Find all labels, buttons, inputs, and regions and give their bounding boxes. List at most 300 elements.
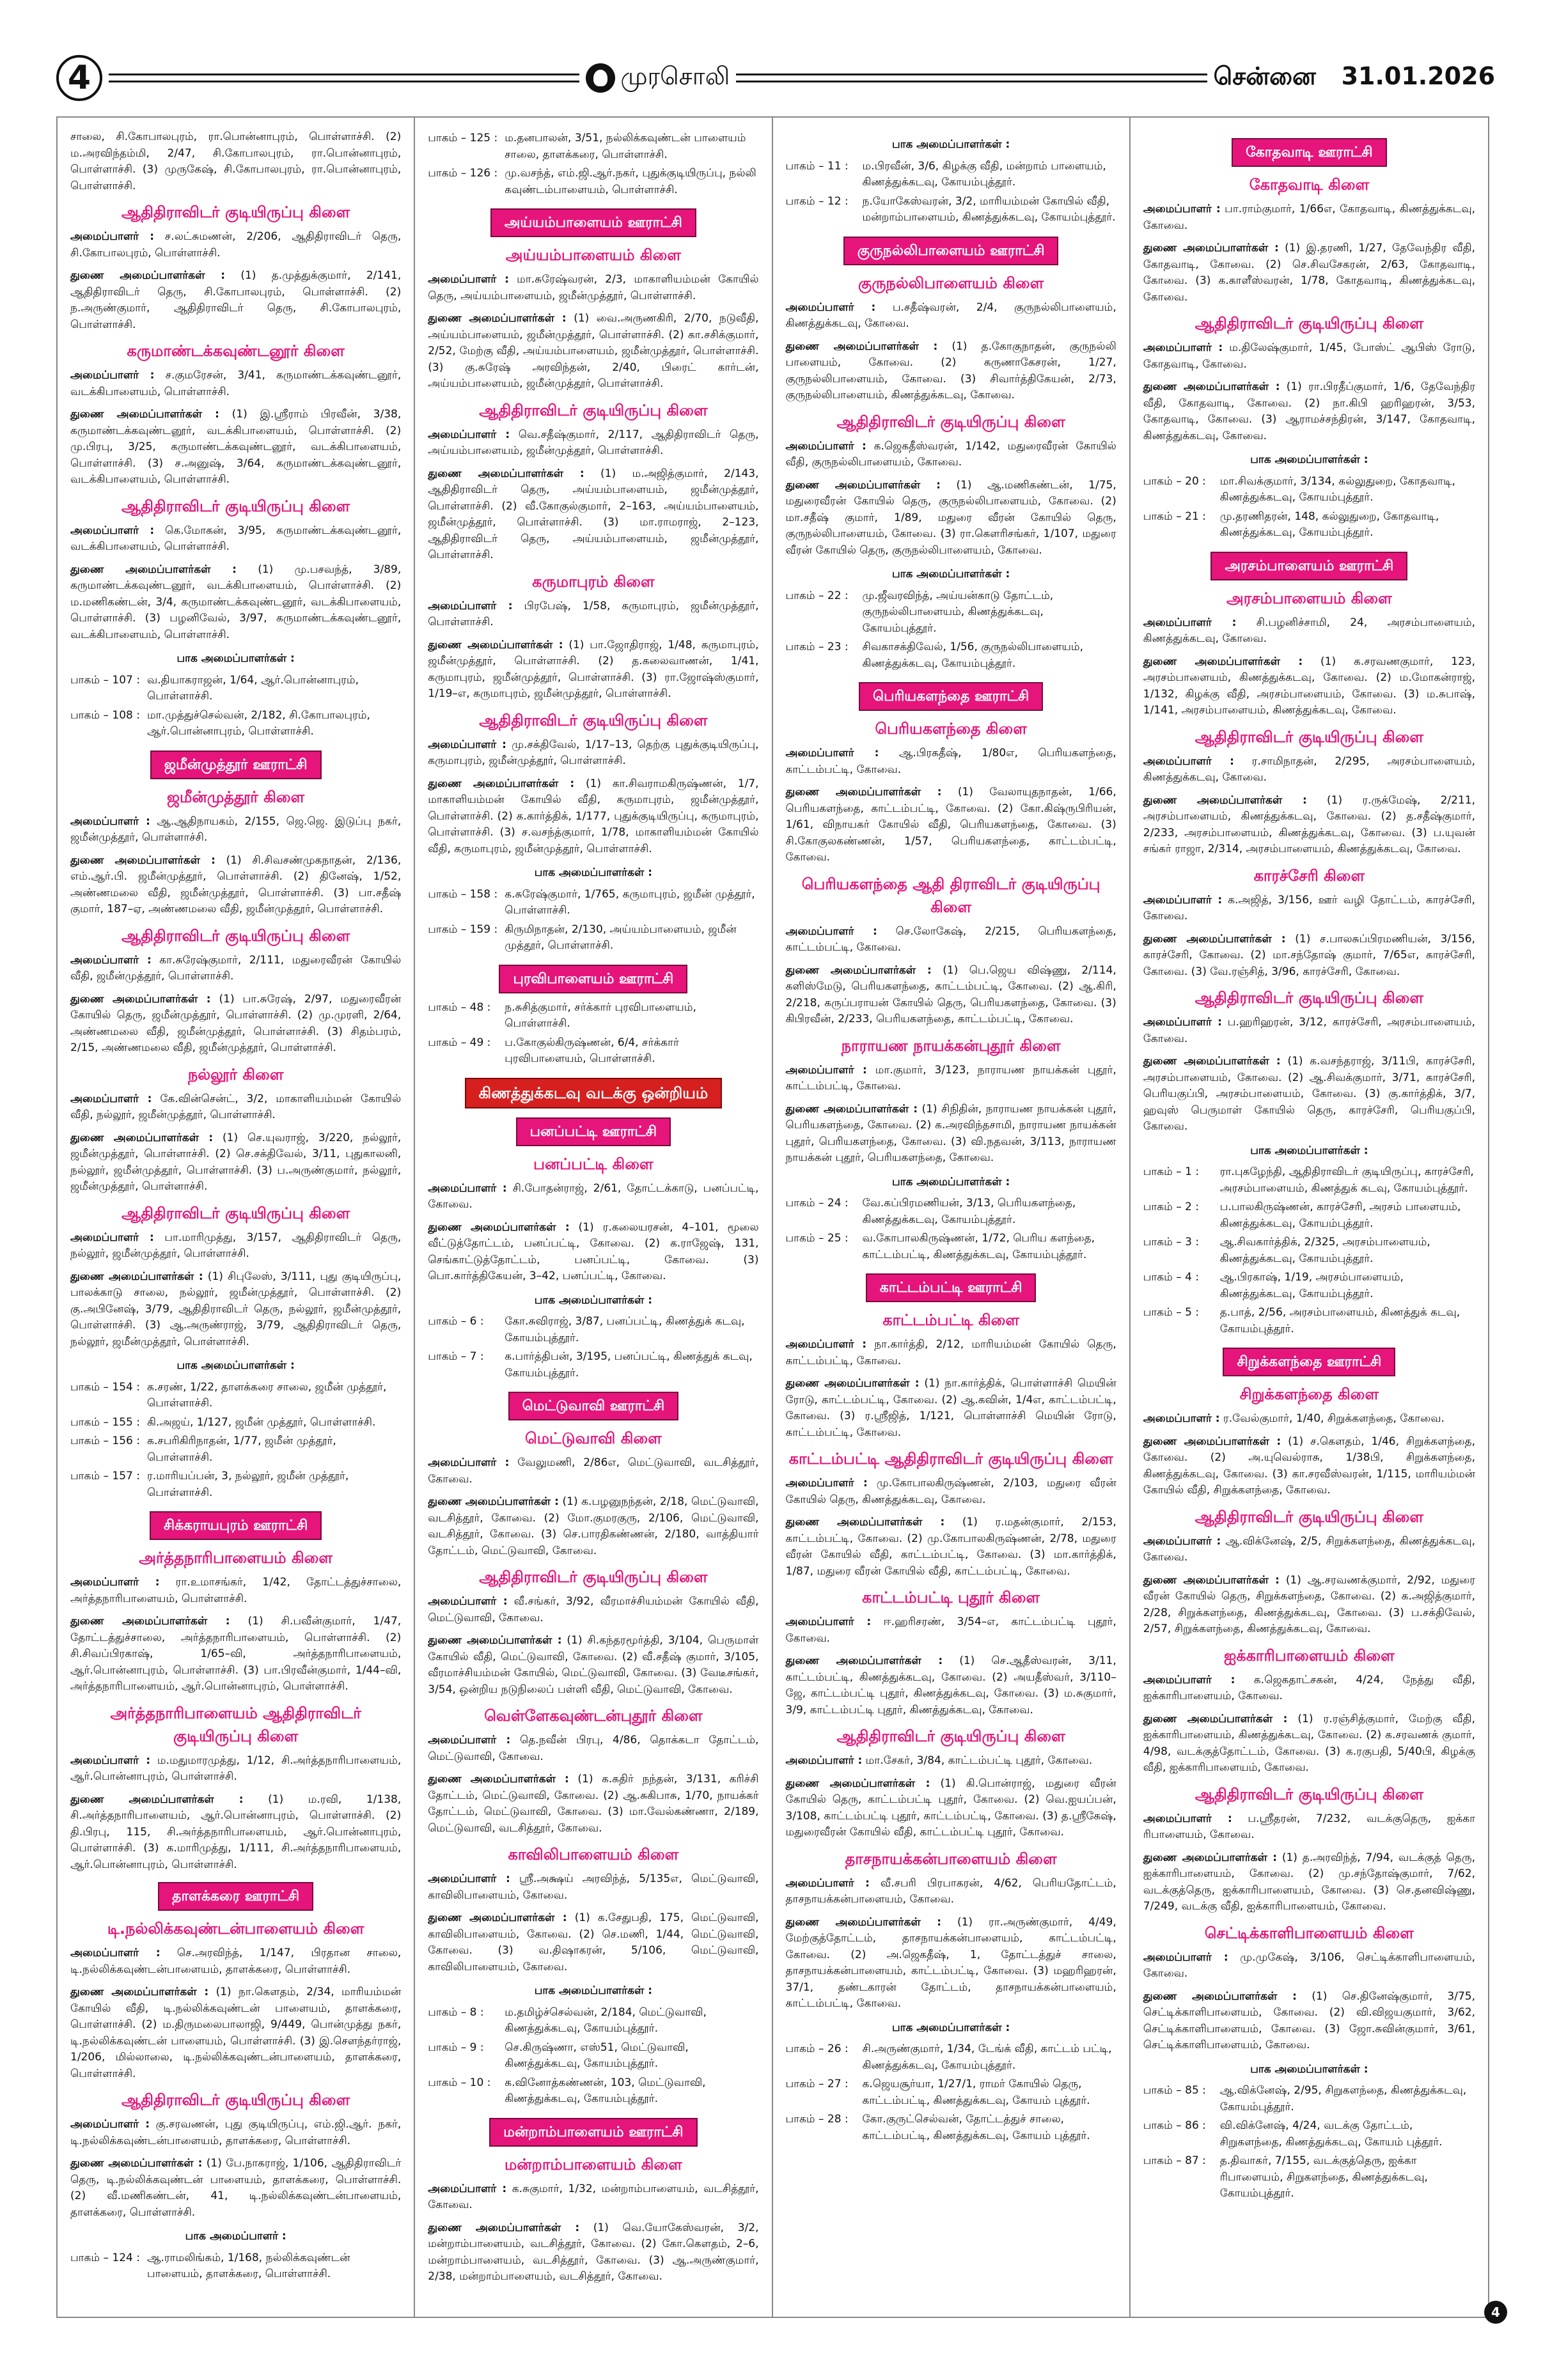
booth-table — [1143, 1163, 1475, 1339]
panchayat-banner: மெட்டுவாவி ஊராட்சி — [508, 1392, 679, 1420]
role-label: அமைப்பாளர் : — [428, 1456, 510, 1469]
booth-row — [70, 1413, 401, 1433]
branch-heading: ஆதிதிராவிடர் குடியிருப்பு கிளை — [121, 2091, 350, 2109]
member-details: ஆ.பிரகதீஷ், 1/80எ, பெரியகளந்தை, காட்டம்பட்டி, கோவை. — [785, 747, 1116, 776]
branch-heading: காட்டம்பட்டி ஆதிதிராவிடர் குடியிருப்பு கிளை — [788, 1450, 1113, 1468]
member-entry — [1143, 340, 1475, 373]
member-details: க.சுகுமார், 1/32, மன்றாம்பாளையம், வடசித்தூர், கோவை. — [428, 2182, 759, 2211]
booth-row — [1143, 1198, 1475, 1233]
role-label: அமைப்பாளர் : — [70, 1754, 151, 1767]
role-label: துணை அமைப்பாளர்கள் : — [428, 777, 575, 790]
booth-row — [1143, 1303, 1475, 1339]
member-details: ர.சாமிநாதன், 2/295, அரசம்பாளையம், கிணத்துக்கடவு, கோவை. — [1143, 754, 1475, 784]
role-label: துணை அமைப்பாளர்கள் : — [1143, 932, 1286, 945]
role-label: அமைப்பாளர் : — [1143, 1412, 1220, 1425]
booth-number: பாகம் – 155 : — [70, 1415, 140, 1429]
role-label: துணை அமைப்பாளர்கள் : — [428, 1911, 567, 1924]
role-label: துணை அமைப்பாளர்கள் : — [785, 786, 942, 798]
booth-agent: க.சரண், 1/22, தாளக்கரை சாலை, ஜமீன் முத்தூர், பொள்ளாச்சி. — [147, 1380, 387, 1410]
booth-agent: மா.சிவக்குமார், 3/134, கல்லுதுறை, கோதவாடி, கிணத்துக்கடவு, கோயம்புத்தூர். — [1219, 474, 1455, 504]
member-entry — [1143, 201, 1475, 234]
booth-row — [1143, 2152, 1475, 2204]
member-entry — [786, 745, 1116, 778]
booth-row — [428, 999, 758, 1034]
member-details: (1) சிநிதின், நாராயண நாயக்கன் புதூர், பெரியகளந்தை, கோவை. (2) க.அரவிந்தசாமி, நாராயண நாயக்கன் புதூர், பெரியகளந்தை, கோவை. (3) வி.நதவன், 3/113, நாராயண நாயக்கன் புதூர், பெரியகளந்தை, கோவை. — [785, 1102, 1116, 1164]
role-label: அமைப்பாளர் : — [70, 2118, 150, 2131]
booth-table — [70, 1378, 401, 1503]
role-label: துணை அமைப்பாளர்கள் : — [1143, 655, 1303, 668]
member-entry — [428, 1594, 758, 1626]
member-details: க.ஜெகதாட்சகன், 4/24, நேத்து வீதி, ஐக்காரிபாளையம், கோவை. — [1143, 1673, 1476, 1702]
booth-agent: மு.வசந்த், எம்.ஜி.ஆர்.நகர், புதுக்குடியிருப்பு, நல்லி கவுண்டம்பாளையம், பொள்ளாச்சி. — [505, 167, 756, 196]
role-label: துணை அமைப்பாளர்கள் : — [1143, 1712, 1288, 1725]
panchayat-banner: காட்டம்பட்டி ஊராட்சி — [866, 1273, 1037, 1302]
booth-number: பாகம் – 86 : — [1143, 2119, 1206, 2132]
member-entry — [428, 637, 758, 703]
branch-heading: ஆதிதிராவிடர் குடியிருப்பு கிளை — [479, 1568, 708, 1586]
member-entry — [1143, 1434, 1475, 1499]
booth-agent: ம.தனபாலன், 3/51, நல்லிக்கவுண்டன் பாளையம் சாலை, தாளக்கரை, பொள்ளாச்சி. — [505, 132, 746, 161]
booth-agent: க.ஜெயசூர்யா, 1/27/1, ராமர் கோயில் தெரு, காட்டம்பட்டி, கிணத்துக்கடவு, கோயம் புத்தூர். — [862, 2078, 1090, 2107]
footer-page-number: 4 — [1484, 2301, 1507, 2324]
member-entry — [70, 1091, 401, 1124]
booth-row — [786, 192, 1116, 228]
branch-heading: ஜமீன்முத்தூர் கிளை — [167, 788, 305, 806]
role-label: அமைப்பாளர் : — [785, 747, 879, 759]
booth-table — [428, 2003, 758, 2109]
branch-heading: அரசம்பாளையம் கிளை — [1226, 589, 1392, 607]
booth-row — [428, 2039, 758, 2074]
member-details: (1) மு.பசவந்த், 3/89, கருமாண்டக்கவுண்டனூர், வடக்கிபாளையம், பொள்ளாச்சி. (2) ம.மணிகண்டன், 3/4, கருமாண்டக்கவுண்டனூர், வடக்கிபாளையம், பொள்ளாச்சி. (3) பழனிவேல், 3/97, கருமாண்டக்கவுண்டனூர், வடக்கிபாளையம், பொள்ளாச்சி. — [70, 563, 402, 641]
member-details: தெ.நவீன் பிரபு, 4/86, தொக்கடா தோட்டம், மெட்டுவாவி, கோவை. — [428, 1734, 759, 1763]
member-entry — [786, 1915, 1116, 2012]
role-label: துணை அமைப்பாளர்கள் : — [1143, 1989, 1297, 2003]
role-label: துணை அமைப்பாளர்கள் : — [785, 1516, 945, 1528]
member-details: (1) வேலாயுதநாதன், 1/66, பெரியகளந்தை, காட்டம்பட்டி, கோவை. (2) கோ.கிஷ்ருபிரியன், 1/61, விநாயகர் கோயில் வீதி, பெரியகளந்தை, கோவை. (3) சி.கோகுலகண்ணன், 1/57, பெரியகளந்தை, காட்டம்பட்டி, கோவை. — [785, 786, 1116, 864]
role-label: துணை அமைப்பாளர்கள் : — [1143, 1573, 1280, 1587]
member-details: மா.குமார், 3/123, நாராயண நாயக்கன் புதூர், காட்டம்பட்டி, கோவை. — [785, 1063, 1116, 1093]
booth-row — [1143, 2117, 1475, 2152]
member-details: கெ.மோகன், 3/95, கருமாண்டக்கவுண்டனூர், வடக்கிபாளையம், பொள்ளாச்சி. — [70, 524, 402, 553]
role-label: துணை அமைப்பாளர்கள் : — [70, 1270, 203, 1283]
booth-agent: வ.கோபாலகிருஷ்ணன், 1/72, பெரிய களந்தை, காட்டம்பட்டி, கிணத்துக்கடவு, கோயம்புத்தூர். — [862, 1232, 1095, 1261]
member-entry — [1143, 1850, 1475, 1915]
branch-heading: தாசநாயக்கன்பாளையம் கிளை — [845, 1849, 1057, 1868]
role-label: அமைப்பாளர் : — [1143, 1673, 1235, 1686]
member-entry — [70, 992, 401, 1057]
member-entry — [70, 1575, 401, 1607]
booth-number: பாகம் – 1 : — [1143, 1165, 1200, 1178]
member-entry — [786, 1614, 1116, 1647]
member-entry — [428, 466, 758, 564]
booth-row — [786, 1229, 1116, 1264]
booth-row — [1143, 508, 1475, 543]
member-details: நா.கார்த்தி, 2/12, மாரியம்மன் கோயில் தெரு, காட்டம்பட்டி, கோவை. — [785, 1338, 1116, 1367]
member-details: ப.ஸ்ரீதரன், 7/232, வடக்குதெரு, ஐக்கா ரிபாளையம், கோவை. — [1143, 1812, 1476, 1841]
role-label: துணை அமைப்பாளர்கள் : — [1143, 1435, 1281, 1448]
member-entry — [786, 1376, 1116, 1441]
member-details: (1) பா.ஜோதிராஜ், 1/48, கருமாபுரம், ஜமீன்முத்தூர், பொள்ளாச்சி. (2) த.கலைவாணன், 1/41, கருமாபுரம், ஜமீன்முத்தூர், பொள்ளாச்சி. (3) ரா.ஜோஷ்ஸ்குமார், 1/19–எ, கருமாபுரம், ஜமீன்முத்தூர், பொள்ளாச்சி. — [428, 638, 759, 700]
booth-agent: கோ.சுவிராஜ், 3/87, பனப்பட்டி, கிணத்துக் கடவு, கோயம்புத்தூர். — [505, 1315, 745, 1344]
booth-table — [1143, 2081, 1475, 2204]
booth-number: பாகம் – 108 : — [70, 708, 140, 722]
section-subheading: பாக அமைப்பாளர்கள் : — [891, 1175, 1010, 1188]
branch-heading: ஆதிதிராவிடர் குடியிருப்பு கிளை — [836, 1727, 1065, 1745]
booth-number: பாகம் – 157 : — [70, 1470, 140, 1482]
branch-heading: நாராயண நாயக்கன்புதூர் கிளை — [841, 1036, 1061, 1055]
section-subheading: பாக அமைப்பாளர்கள் : — [1250, 2062, 1368, 2076]
booth-row — [428, 1034, 758, 1069]
role-label: துணை அமைப்பாளர்கள் : — [428, 1773, 569, 1785]
booth-table — [786, 587, 1116, 674]
member-entry — [428, 598, 758, 631]
role-label: துணை அமைப்பாளர்கள் : — [1143, 793, 1307, 807]
booth-row — [70, 706, 401, 742]
branch-heading: பனப்பட்டி கிளை — [533, 1155, 654, 1173]
booth-number: பாகம் – 49 : — [428, 1036, 491, 1049]
role-label: அமைப்பாளர் : — [785, 1338, 867, 1351]
member-details: வெ.சதீஷ்குமார், 2/117, ஆதிதிராவிடர் தெரு, அய்யம்பாளையம், ஜமீன்முத்தூர், பொள்ளாச்சி. — [428, 428, 759, 457]
masthead — [56, 56, 1495, 100]
member-entry — [428, 2220, 758, 2285]
booth-agent: கி.அஜய், 1/127, ஜமீன் முத்தூர், பொள்ளாச்சி. — [147, 1415, 376, 1429]
branch-heading: ஆதிதிராவிடர் குடியிருப்பு கிளை — [479, 711, 708, 729]
booth-agent: மா.முத்துச்செல்வன், 2/182, சி.கோபாலபுரம், ஆர்.பொன்னாபுரம், பொள்ளாச்சி. — [147, 708, 370, 738]
booth-number: பாகம் – 11 : — [785, 159, 849, 173]
branch-heading: ஆதிதிராவிடர் குடியிருப்பு கிளை — [1194, 1507, 1423, 1526]
branch-heading: ஆதிதிராவிடர் குடியிருப்பு கிளை — [121, 203, 350, 221]
member-details: (1) த.முத்துக்குமார், 2/141, ஆதிதிராவிடர் தெரு, சி.கோபாலபுரம், பொள்ளாச்சி. (2) ந.அருண்குமார், ஆதிதிராவிடர் தெரு, சி.கோபாலபுரம், பொள்ளாச்சி. — [70, 269, 402, 331]
member-entry — [1143, 1411, 1475, 1427]
member-details: சாலை, சி.கோபாலபுரம், ரா.பொன்னாபுரம், பொள்ளாச்சி. (2) ம.அரவிந்தம்மி, 2/47, சி.கோபாலபுரம், ரா.பொன்னாபுரம், பொள்ளாச்சி. (3) முருகேஷ், சி.கோபாலபுரம், ரா.பொன்னாபுரம், பொள்ளாச்சி. — [70, 130, 402, 192]
member-entry — [786, 963, 1116, 1028]
member-details: (1) சி.கந்தரமூர்த்தி, 3/104, பெருமாள் கோயில் வீதி, மெட்டுவாவி, கோவை. (2) வீ.சதீஷ் குமார், 3/105, வீரமாச்சியம்மன் கோயில், மெட்டுவாவி, கோவை. (3) வேடீசங்கர், 3/54, ஒன்றிய நடுநிலைப் பள்ளி வீதி, மெட்டுவாவி, கோவை. — [428, 1634, 759, 1696]
member-entry — [70, 368, 401, 400]
member-details: (1) க.சேதுபதி, 175, மெட்டுவாவி, காவிலிபாளையம், கோவை. (2) செ.மணி, 1/44, மெட்டுவாவி, கோவை. (3) வ.திஷாகரன், 5/106, மெட்டுவாவி, காவிலிபாளையம், கோவை. — [428, 1911, 759, 1973]
member-details: (1) செ.ஆதீஸ்வரன், 3/11, காட்டம்பட்டி, கிணத்துக்கடவு, கோவை. (2) அயதீஸ்வர், 3/110–ஜே, காட்டம்பட்டி புதூர், கிணத்துக்கடவு, கோவை. (3) ம.சுகுமார், 3/9, காட்டம்பட்டி புதூர், கிணத்துக்கடவு, கோவை. — [785, 1654, 1116, 1716]
member-entry — [70, 229, 401, 261]
member-entry — [70, 2117, 401, 2149]
booth-row — [786, 2110, 1116, 2145]
member-details: ஆ.விக்னேஷ், 2/5, சிறுக்களந்தை, கிணத்துக்கடவு, கோவை. — [1143, 1534, 1475, 1564]
role-label: துணை அமைப்பாளர்கள் : — [70, 269, 226, 282]
member-details: ச.லட்சுமணன், 2/206, ஆதிதிராவிடர் தெரு, சி.கோபாலபுரம், பொள்ளாச்சி. — [70, 230, 402, 260]
member-details: சி.பழனிச்சாமி, 24, அரசம்பாளையம், கிணத்துக்கடவு, கோவை. — [1143, 616, 1475, 645]
member-entry — [70, 562, 401, 644]
booth-number: பாகம் – 8 : — [428, 2005, 484, 2019]
booth-agent: க.சபரிகிரிநாதன், 1/77, ஜமீன் முத்தூர், பொள்ளாச்சி. — [147, 1435, 336, 1464]
booth-number: பாகம் – 85 : — [1143, 2084, 1206, 2097]
booth-number: பாகம் – 154 : — [70, 1380, 140, 1394]
role-label: அமைப்பாளர் : — [70, 814, 150, 828]
member-entry — [1143, 754, 1475, 786]
booth-agent: த.பாத், 2/56, அரசம்பாளையம், கிணத்துக் கடவு, கோயம்புத்தூர். — [1219, 1306, 1461, 1335]
booth-agent: ம.பிரவீன், 3/6, கிழக்கு வீதி, மன்றாம் பாளையம், கிணத்துக்கடவு, கோயம்புத்தூர். — [862, 159, 1106, 189]
member-details: வேலுமணி, 2/86எ, மெட்டுவாவி, வடசித்தூர், கோவை. — [428, 1456, 759, 1486]
role-label: துணை அமைப்பாளர்கள் : — [428, 1634, 562, 1647]
member-details: ச.குமரேசன், 3/41, கருமாண்டக்கவுண்டனூர், வடக்கிபாளையம், பொள்ளாச்சி. — [70, 369, 402, 398]
member-details: சி.போதன்ராஜ், 2/61, தோட்டக்காடு, பனப்பட்டி, கோவை. — [428, 1181, 759, 1211]
member-entry — [428, 1771, 758, 1837]
role-label: அமைப்பாளர் : — [1143, 616, 1237, 629]
booth-number: பாகம் – 159 : — [428, 922, 498, 936]
member-entry — [70, 407, 401, 488]
role-label: துணை அமைப்பாளர்கள் : — [70, 1615, 230, 1628]
booth-row — [70, 1432, 401, 1467]
booth-agent: வி.விக்னேஷ், 4/24, வடக்கு தோட்டம், சிறுகளந்தை, கிணத்துக்கடவு, கோயம் புத்தூர். — [1219, 2119, 1443, 2149]
panchayat-banner: புரவிபாளையம் ஊராட்சி — [499, 965, 687, 993]
member-entry — [70, 814, 401, 846]
branch-heading: நல்லூர் கிளை — [187, 1065, 284, 1084]
booth-number: பாகம் – 27 : — [785, 2078, 849, 2090]
booth-agent: கோ.குருட்செல்வன், தோட்டத்துச் சாலை, காட்டம்பட்டி, கிணத்துக்கடவு, கோயம் புத்தூர். — [862, 2113, 1090, 2142]
member-details: வீ.சங்கர், 3/92, வீரமாச்சியம்மன் கோயில் வீதி, மெட்டுவாவி, கோவை. — [428, 1595, 759, 1624]
booth-agent: ப.கோகுல்கிருஷ்ணன், 6/4, சர்க்கார் புரவிபாளையம், பொள்ளாச்சி. — [505, 1036, 679, 1065]
booth-agent: ப.பாலகிருஷ்ணன், காரச்சேரி, அரசம் பாளையம், கிணத்துக்கடவு, கோயம்புத்தூர். — [1219, 1201, 1461, 1230]
member-details: (1) ம.அஜித்குமார், 2/143, ஆதிதிராவிடர் தெரு, அய்யம்பாளையம், ஜமீன்முத்தூர், பொள்ளாச்சி. (2) வீ.கோகுல்குமார், 2–163, அய்யம்பாளையம், ஜமீன்முத்தூர், பொள்ளாச்சி. (3) மா.ராமராஜ், 2–123, ஆதிதிராவிடர் தெரு, அய்யம்பாளையம், ஜமீன்முத்தூர், பொள்ளாச்சி. — [428, 467, 759, 561]
article-columns — [56, 116, 1489, 2318]
booth-agent: ஆ.சிவகார்த்திக், 2/325, அரசம்பாளையம், கிணத்துக்கடவு, கோயம்புத்தூர். — [1219, 1236, 1430, 1265]
panchayat-banner: மன்றாம்பாளையம் ஊராட்சி — [489, 2118, 697, 2147]
booth-row — [786, 638, 1116, 673]
branch-heading: ஆதிதிராவிடர் குடியிருப்பு கிளை — [1194, 989, 1423, 1007]
booth-agent: வே.கப்பிரமணியன், 3/13, பெரியகளந்தை, கிணத்துக்கடவு, கோயம்புத்தூர். — [862, 1197, 1076, 1226]
branch-heading: டி.நல்லிக்கவுண்டன்பாளையம் கிளை — [107, 1920, 364, 1938]
section-subheading: பாக அமைப்பாளர்கள் : — [534, 866, 653, 879]
member-details: ஆ.ஆதிநாயகம், 2/155, ஜெ.ஜெ. இடுப்பு நகர், ஜமீன்முத்தூர், பொள்ளாச்சி. — [70, 814, 402, 844]
booth-number: பாகம் – 23 : — [785, 641, 849, 653]
booth-agent: ஆ.ராமலிங்கம், 1/168, நல்லிக்கவுண்டன் பாளையம், தாளக்கரை, பொள்ளாச்சி. — [147, 2251, 350, 2280]
section-subheading: பாக அமைப்பாளர்கள் : — [891, 2021, 1010, 2034]
member-entry — [428, 1732, 758, 1765]
role-label: துணை அமைப்பாளர்கள் : — [1143, 1851, 1278, 1864]
role-label: துணை அமைப்பாளர்கள் : — [70, 853, 215, 867]
role-label: அமைப்பாளர் : — [70, 524, 155, 537]
role-label: துணை அமைப்பாளர்கள் : — [428, 1220, 570, 1234]
booth-number: பாகம் – 22 : — [785, 589, 849, 602]
member-entry — [1143, 1054, 1475, 1135]
booth-agent: ரா.புகழேந்தி, ஆதிதிராவிடர் குடியிருப்பு, காரச்சேரி, அரசம்பாளையம், கிணத்துக் கடவு, கோயம்புத்தூர். — [1219, 1165, 1474, 1195]
booth-number: பாகம் – 156 : — [70, 1435, 140, 1447]
member-entry — [1143, 1811, 1475, 1844]
member-entry — [786, 478, 1116, 559]
booth-row — [70, 671, 401, 706]
member-details: (1) க.சரவணகுமார், 123, அரசம்பாளையம், கிணத்துக்கடவு, கோவை. (2) ம.மோகன்ராஜ், 1/132, கிழக்கு வீதி, அரசம்பாளையம், கோவை. (3) ம.சுபாஷ், 1/141, அரசம்பாளையம், கிணத்துக்கடவு, கோவை. — [1143, 655, 1475, 717]
booth-number: பாகம் – 48 : — [428, 1000, 491, 1014]
branch-heading: குருநல்லிபாளையம் கிளை — [858, 274, 1044, 292]
member-entry — [786, 924, 1116, 956]
panchayat-banner: சிறுக்களந்தை ஊராட்சி — [1223, 1348, 1395, 1376]
section-subheading: பாக அமைப்பாளர்கள் : — [176, 652, 295, 665]
member-entry — [428, 1220, 758, 1285]
booth-agent: க.வினோத்கண்ணன், 103, மெட்டுவாவி, கிணத்துக்கடவு, கோயம்புத்தூர். — [505, 2076, 706, 2105]
member-details: (1) இ.ஸ்ரீராம் பிரவீன், 3/38, கருமாண்டக்கவுண்டனூர், வடக்கிபாளையம், பொள்ளாச்சி. (2) மு.பிரபு, 3/25, கருமாண்டக்கவுண்டனூர், வடக்கிபாளையம், பொள்ளாச்சி. (3) ச.அனுஷ், 3/64, கருமாண்டக்கவுண்டனூர், வடக்கிபாளையம், பொள்ளாச்சி. — [70, 408, 402, 486]
role-label: அமைப்பாளர் : — [428, 1734, 511, 1746]
panchayat-banner: பெரியகளந்தை ஊராட்சி — [859, 682, 1043, 711]
role-label: துணை அமைப்பாளர்கள் : — [785, 1777, 930, 1790]
member-entry — [70, 1230, 401, 1263]
role-label: அமைப்பாளர் : — [428, 1595, 508, 1608]
role-label: துணை அமைப்பாளர்கள் : — [70, 408, 219, 421]
member-entry — [70, 1792, 401, 1874]
branch-heading: வெள்ளேகவுண்டன்புதூர் கிளை — [484, 1707, 703, 1725]
booth-number: பாகம் – 12 : — [785, 194, 849, 208]
member-entry — [428, 1494, 758, 1559]
booth-number: பாகம் – 126 : — [428, 167, 498, 180]
member-entry — [428, 311, 758, 393]
role-label: அமைப்பாளர் : — [785, 1477, 868, 1489]
role-label: துணை அமைப்பாளர்கள் : — [428, 638, 563, 651]
role-label: துணை அமைப்பாளர்கள் : — [428, 1495, 559, 1508]
page-number-badge: 4 — [56, 55, 102, 101]
booth-agent: மு.ஜீவரவிந்த், அய்யன்காடு தோட்டம், குருநல்லிபாளையம், கிணத்துக்கடவு, கோயம்புத்தூர். — [862, 589, 1054, 635]
role-label: அமைப்பாளர் : — [785, 1876, 870, 1890]
booth-table — [1143, 472, 1475, 543]
booth-number: பாகம் – 24 : — [785, 1197, 849, 1209]
member-details: ரா.உமாசங்கர், 1/42, தோட்டத்துச்சாலை, அர்த்தநாரிபாளையம், பொள்ளாச்சி. — [70, 1576, 402, 1605]
branch-heading: ஆதிதிராவிடர் குடியிருப்பு கிளை — [1194, 727, 1423, 746]
member-details: ர.வேல்குமார், 1/40, சிறுக்களந்தை, கோவை. — [1219, 1412, 1445, 1425]
column-2 — [415, 118, 772, 2317]
member-details: (1) இ.தரணி, 1/27, தேவேந்திர வீதி, கோதவாடி, கோவை. (2) செ.சிவசேகரன், 2/63, கோதவாடி, கோவை. (3) க.காளீஸ்வரன், 1/78, கோதவாடி, கிணத்துக்கடவு, கோவை. — [1143, 242, 1475, 304]
role-label: அமைப்பாளர் : — [70, 230, 155, 243]
booth-row — [1143, 1163, 1475, 1198]
role-label: துணை அமைப்பாளர்கள் : — [428, 2221, 580, 2234]
dateline — [1214, 62, 1495, 94]
member-details: (1) கி.பொன்ராஜ், மதுரை வீரன் கோயில் தெரு, காட்டம்பட்டி புதூர், கோவை. (2) வெ.ஐயப்பன், 3/108, காட்டம்பட்டி புதூர், காட்டம்பட்டி, கோவை. (3) த.ஸ்ரீகேஷ், மதுரைவீரன் கோயில் வீதி, காட்டம்பட்டி புதூர், கோவை. — [785, 1777, 1116, 1839]
member-details: (1) நா.கார்த்திக், பொள்ளாச்சி மெயின் ரோடு, காட்டம்பட்டி, கோவை. (2) ஆ.கவின், 1/4எ, காட்டம்பட்டி, கோவை. (3) ர.ஸ்ரீஜித், 1/121, பொள்ளாச்சி மெயின் ரோடு, காட்டம்பட்டி, கோவை. — [785, 1377, 1116, 1439]
member-entry — [70, 268, 401, 333]
member-entry — [1143, 1950, 1475, 1982]
role-label: அமைப்பாளர் : — [785, 1615, 872, 1628]
booth-number: பாகம் – 26 : — [785, 2042, 849, 2055]
member-details: ம.திலேஷ்குமார், 1/45, போஸ்ட் ஆபிஸ் ரோடு, கோதவாடி, கோவை. — [1143, 341, 1475, 371]
booth-agent: சிவகாசக்திவேல், 1/56, குருநல்லிபாளையம், கிணத்துக்கடவு, கோயம்புத்தூர். — [862, 641, 1084, 670]
member-entry — [70, 1984, 401, 2082]
booth-agent: ஆ.விக்னேஷ், 2/95, சிறுகளந்தை, கிணத்துக்கடவு, கோயம்புத்தூர். — [1219, 2084, 1467, 2113]
role-label: துணை அமைப்பாளர்கள் : — [785, 1377, 920, 1390]
member-entry — [70, 1614, 401, 1695]
booth-row — [428, 885, 758, 921]
member-details: (1) த.அரவிந்த், 7/94, வடக்குத் தெரு, ஐக்காரிபாளையம், கோவை. (2) மு.சந்தோஷ்குமார், 7/62, வடக்குத்தெரு, ஐக்காரிபாளையம், கோவை. (3) செ.தனவிஷ்ணு, 7/249, வடக்கு வீதி, ஐக்காரிபாளையம், கோவை. — [1143, 1851, 1475, 1913]
booth-table — [786, 1194, 1116, 1264]
panchayat-banner: கோதவாடி ஊராட்சி — [1232, 138, 1387, 167]
member-details: பா.மாரிமுத்து, 3/157, ஆதிதிராவிடர் தெரு, நல்லூர், ஜமீன்முத்தூர், பொள்ளாச்சி. — [70, 1231, 402, 1260]
branch-heading: காவிலிபாளையம் கிளை — [508, 1846, 679, 1863]
booth-row — [786, 157, 1116, 192]
member-details: செ.அரவிந்த், 1/147, பிரதான சாலை, டி.நல்லிக்கவுண்டன்பாளையம், தாளக்கரை, பொள்ளாச்சி. — [70, 1947, 402, 1976]
member-entry — [1143, 1534, 1475, 1566]
member-details: வீ.சபரி பிரபாகரன், 4/62, பெரியதோட்டம், தாசநாயக்கன்பாளையம், கோவை. — [785, 1876, 1116, 1906]
member-entry — [1143, 892, 1475, 925]
role-label: அமைப்பாளர் : — [428, 1181, 507, 1195]
branch-heading: அய்யம்பாளையம் கிளை — [505, 246, 681, 264]
member-entry — [428, 1910, 758, 1975]
member-entry — [428, 737, 758, 770]
booth-number: பாகம் – 9 : — [428, 2041, 484, 2054]
rising-sun-logo-icon — [586, 63, 615, 93]
role-label: அமைப்பாளர் : — [70, 1947, 161, 1959]
member-details: (1) சி.பவீன்குமார், 1/47, தோட்டத்துச்சாலை, அர்த்தநாரிபாளையம், பொள்ளாச்சி. (2) சி.சிவப்பிரகாஷ், 1/65–வி, அர்த்தநாரிபாளையம், ஆர்.பொன்னாபுரம், பொள்ளாச்சி. (3) பா.பிரவீன்குமார், 1/44–வி, அர்த்தநாரிபாளையம், ஆர்.பொன்னாபுரம், பொள்ளாச்சி. — [70, 1615, 402, 1693]
role-label: துணை அமைப்பாளர்கள் : — [785, 339, 938, 353]
booth-number: பாகம் – 87 : — [1143, 2154, 1206, 2167]
member-details: (1) பெ.ஜெய விஷ்ணு, 2/114, களிஸ்மேடு, பெரியகளந்தை, காட்டம்பட்டி, கோவை. (2) ஆ.கிரி, 2/218, கருப்பராயன் கோயில் தெரு, பெரியகளந்தை, கோவை. (3) கிபிரவீன், 2/233, பெரியகளந்தை, காட்டம்பட்டி, கோவை. — [785, 963, 1116, 1025]
booth-agent: ம.தமிழ்ச்செல்வன், 2/184, மெட்டுவாவி, கிணத்துக்கடவு, கோயம்புத்தூர். — [505, 2005, 707, 2035]
role-label: அமைப்பாளர் : — [428, 2182, 507, 2195]
member-entry — [786, 439, 1116, 471]
booth-row — [428, 921, 758, 956]
member-details: (1) க.கதிர் நந்தன், 3/131, கரிச்சி தோட்டம், மெட்டுவாவி, கோவை. (2) ஆ.சுகிபாசு, 1/70, நாயக்கர் தோட்டம், மெட்டுவாவி, கோவை. (3) மா.வேல்கண்ணா, 2/189, மெட்டுவாவி, வடசித்தூர், கோவை. — [428, 1773, 759, 1835]
member-entry — [70, 1130, 401, 1195]
branch-heading: காட்டம்பட்டி புதூர் கிளை — [862, 1589, 1040, 1606]
member-details: மு.முகேஷ், 3/106, செட்டிக்காளிபாளையம், கோவை. — [1143, 1950, 1476, 1980]
branch-heading: ஆதிதிராவிடர் குடியிருப்பு கிளை — [836, 412, 1065, 431]
member-details: (1) சிபுலேஸ், 3/111, புது குடியிருப்பு, பாலக்காடு சாலை, நல்லூர், ஜமீன்முத்தூர், பொள்ளாச்சி. (2) கு.அபினேஷ், 3/79, ஆதிதிராவிடர் தெரு, நல்லூர், ஜமீன்முத்தூர், பொள்ளாச்சி. (3) ஆ.அருண்ராஜ், 3/79, ஆதிதிராவிடர் தெரு, நல்லூர், ஜமீன்முத்தூர், பொள்ளாச்சி. — [70, 1270, 402, 1348]
branch-heading: ஐக்காரிபாளையம் கிளை — [1223, 1646, 1395, 1665]
member-entry — [786, 1653, 1116, 1718]
role-label: துணை அமைப்பாளர்கள் : — [1143, 1055, 1281, 1068]
booth-number: பாகம் – 7 : — [428, 1350, 484, 1363]
member-entry — [786, 300, 1116, 332]
member-entry — [1143, 931, 1475, 981]
role-label: அமைப்பாளர் : — [1143, 1812, 1232, 1825]
member-entry — [70, 1945, 401, 1978]
member-details: (1) ச.கௌதம், 1/46, சிறுக்களந்தை, கோவை. (2) அ.யுவெல்ராசு, 1/38பி, சிறுக்களந்தை, கிணத்துக்கடவு, கோவை. (3) கா.சரவீஸ்வரன், 1/115, மாரியம்மன் கோயில் வீதி, சிறுக்களந்தை, கோவை. — [1143, 1435, 1475, 1497]
member-entry — [70, 523, 401, 556]
booth-table — [70, 671, 401, 742]
branch-heading: அர்த்தநாரிபாளையம் கிளை — [139, 1549, 333, 1567]
member-entry — [428, 1633, 758, 1698]
role-label: துணை அமைப்பாளர்கள் : — [1143, 380, 1280, 393]
member-entry — [786, 1475, 1116, 1508]
member-details: க.அஜித், 3/156, ஊர் வழி தோட்டம், காரச்சேரி, கோவை. — [1143, 893, 1476, 922]
role-label: துணை அமைப்பாளர்கள் : — [428, 467, 584, 480]
member-entry — [1143, 379, 1475, 444]
booth-number: பாகம் – 125 : — [428, 132, 498, 144]
member-entry — [1143, 654, 1475, 719]
member-details: (1) க.வசந்தராஜ், 3/11பி, காரச்சேரி, அரசம்பாளையம், கோவை. (2) ஆ.சிவக்குமார், 3/71, காரச்சேரி, பெரியகுப்பி, அரசம்பாளையம், கோவை. (3) கு.கார்த்திக், 3/7, ஹவுஸ் பெருமாள் கோயில் தெரு, காரச்சேரி, பெரியகுப்பி, கோவை. — [1143, 1055, 1475, 1133]
member-details: (1) நா.கௌதம், 2/34, மாரியம்மன் கோயில் வீதி, டி.நல்லிக்கவுண்டன் பாளையம், தாளக்கரை, பொள்ளாச்சி. (2) ம.திருமலைபாலாஜி, 9/449, பொன்முத்து நகர், டி.நல்லிக்கவுண்டன் பாளையம், பொள்ளாச்சி. (3) இ.சௌந்தர்ராஜ், 1/206, மில்லாலை, டி.நல்லிக்கவுண்டன்பாளையம், தாளக்கரை, பொள்ளாச்சி. — [70, 1986, 402, 2080]
booth-row — [428, 2074, 758, 2109]
booth-agent: வ.தியாகராஜன், 1/64, ஆர்.பொன்னாபுரம், பொள்ளாச்சி. — [147, 673, 359, 703]
member-details: (1) ஆ.மணிகண்டன், 1/75, மதுரைவீரன் கோயில் தெரு, குருநல்லிபாளையம், கோவை. (2) மா.சதீஷ் குமார், 1/89, மதுரை வீரன் கோயில் தெரு, குருநல்லிபாளையம், கோவை. (3) ரா.கௌரிசங்கர், 1/107, மதுரை வீரன் கோயில் தெரு, குருநல்லிபாளையம், கோவை. — [785, 478, 1116, 557]
member-details: மு.சக்திவேல், 1/17–13, தெற்கு புதுக்குடியிருப்பு, கருமாபுரம், ஜமீன்முத்தூர், பொள்ளாச்சி. — [428, 738, 759, 767]
booth-number: பாகம் – 10 : — [428, 2076, 491, 2089]
city: சென்னை — [1213, 62, 1316, 90]
member-details: ப.சதீஷ்வரன், 2/4, குருநல்லிபாளையம், கிணத்துக்கடவு, கோவை. — [785, 300, 1116, 330]
member-details: (1) ர.கலையரசன், 4–101, மூலை வீட்டுத்தோட்டம், பனப்பட்டி, கோவை. (2) க.ராஜேஷ், 131, செங்காட்டுத்தோட்டம், பனப்பட்டி, கோவை. (3) பொ.கார்த்திகேயன், 3–42, பனப்பட்டி, கோவை. — [428, 1220, 759, 1282]
member-details: (1) சி.சிவசண்முகநாதன், 2/136, எம்.ஆர்.பி. ஜமீன்முத்தூர், பொள்ளாச்சி. (2) தினேஷ், 1/52, அண்ணமலை வீதி, ஜமீன்முத்தூர், பொள்ளாச்சி. (3) பா.சதீஷ் குமார், 187–ஏ, அண்ணமலை வீதி, ஜமீன்முத்தூர், பொள்ளாச்சி. — [70, 853, 402, 915]
panchayat-banner: சிக்கராயபுரம் ஊராட்சி — [150, 1511, 322, 1540]
member-entry — [786, 1776, 1116, 1841]
panchayat-banner: குருநல்லிபாளையம் ஊராட்சி — [843, 237, 1059, 265]
paper-name — [586, 62, 730, 94]
booth-agent: ந.சுசித்குமார், சர்க்கார் புரவிபாளையம், பொள்ளாச்சி. — [505, 1000, 696, 1030]
member-entry — [1143, 1015, 1475, 1047]
branch-heading: மன்றாம்பாளையம் கிளை — [504, 2155, 682, 2174]
member-entry — [70, 129, 401, 194]
member-entry — [1143, 615, 1475, 648]
booth-agent: கிருமிநாதன், 2/130, அய்யம்பாளையம், ஜமீன் முத்தூர், பொள்ளாச்சி. — [505, 922, 737, 952]
section-subheading: பாக அமைப்பாளர்கள் : — [891, 138, 1010, 151]
section-subheading: பாக அமைப்பாளர்கள் : — [891, 568, 1010, 580]
section-subheading: பாக அமைப்பாளர்கள் : — [176, 1359, 295, 1372]
member-entry — [1143, 1989, 1475, 2054]
branch-heading: மெட்டுவாவி கிளை — [525, 1429, 662, 1447]
date: 31.01.2026 — [1341, 62, 1496, 90]
member-details: கே.வின்சென்ட், 3/2, மாகாளியம்மன் கோயில் வீதி, நல்லூர், ஜமீன்முத்தூர், பொள்ளாச்சி. — [70, 1092, 402, 1121]
member-details: (1) ர.ருக்மேஷ், 2/211, அரசம்பாளையம், கிணத்துக்கடவு, கோவை. (2) த.சதீஷ்குமார், 2/233, அரசம்பாளையம், கிணத்துக்கடவு, கோவை. (3) ப.யுவன் சங்கர் ராஜா, 2/314, அரசம்பாளையம், கிணத்துக்கடவு, கோவை. — [1143, 793, 1476, 855]
